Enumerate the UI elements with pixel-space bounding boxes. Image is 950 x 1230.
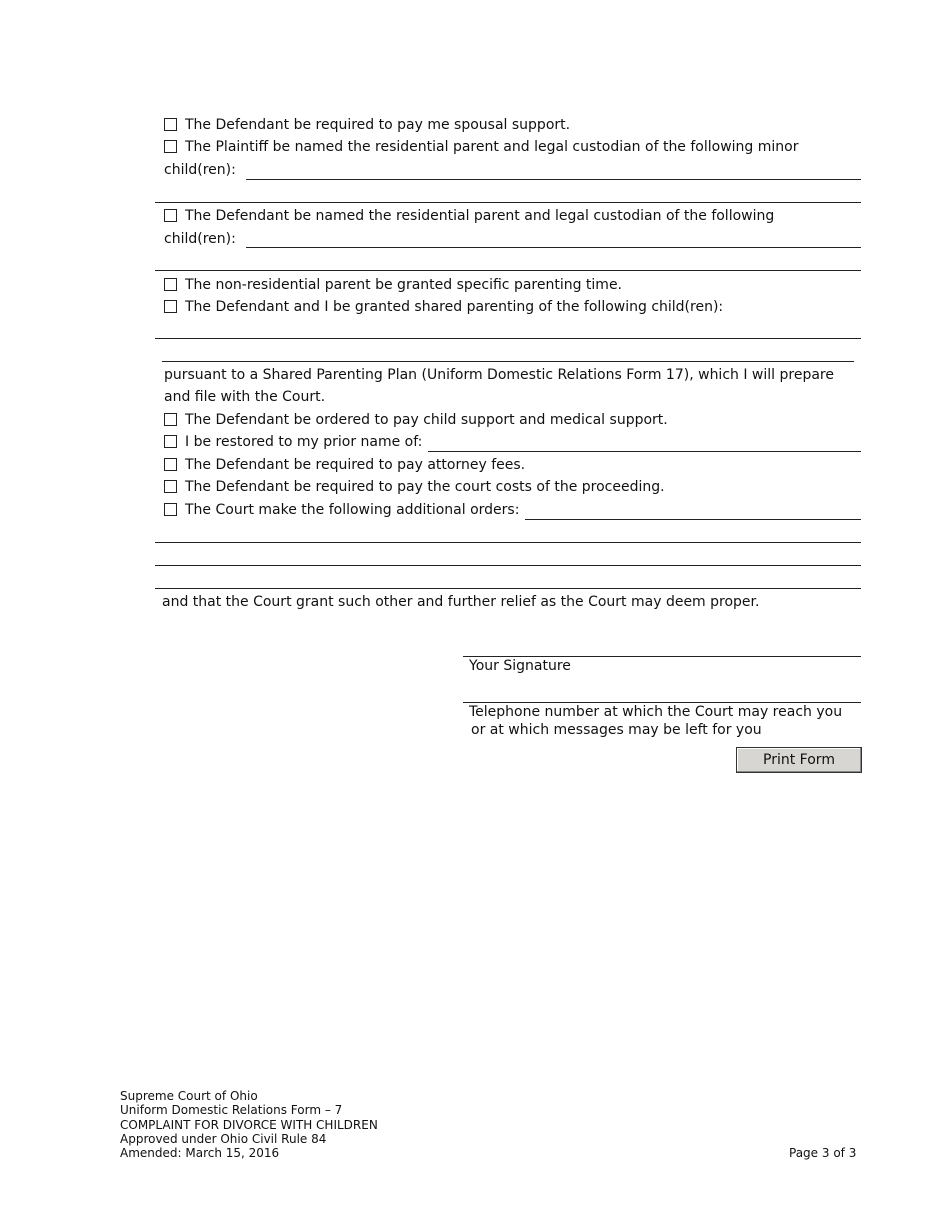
footer-form-number: Uniform Domestic Relations Form – 7 [120, 1103, 343, 1117]
page-number: Page 3 of 3 [789, 1146, 857, 1160]
telephone-label: Telephone number at which the Court may reach you [469, 704, 843, 720]
plaintiff-custodian-label: The Plaintiff be named the residential parent and legal custodian of the following minor [185, 139, 799, 155]
additional-orders-input[interactable] [525, 501, 861, 520]
spousal-support-label: The Defendant be required to pay me spousal support. [185, 117, 571, 133]
parenting-time-label: The non-residential parent be granted specific parenting time. [185, 277, 623, 293]
footer-amended: Amended: March 15, 2016 [120, 1146, 280, 1160]
shared-parenting-label: The Defendant and I be granted shared parenting of the following child(ren): [185, 299, 724, 315]
additional-orders-input-3[interactable] [155, 547, 861, 566]
pursuant-text-continued: and file with the Court. [164, 389, 326, 405]
telephone-label-continued: or at which messages may be left for you [471, 722, 762, 738]
court-costs-checkbox[interactable] [164, 480, 177, 493]
shared-parenting-checkbox[interactable] [164, 300, 177, 313]
defendant-custodian-checkbox[interactable] [164, 209, 177, 222]
parenting-time-checkbox[interactable] [164, 278, 177, 291]
child-support-checkbox[interactable] [164, 413, 177, 426]
attorney-fees-label: The Defendant be required to pay attorney fees. [185, 457, 526, 473]
child-support-label: The Defendant be ordered to pay child support and medical support. [185, 412, 668, 428]
additional-orders-checkbox[interactable] [164, 503, 177, 516]
divider [155, 270, 861, 271]
shared-parenting-children-input-2[interactable] [162, 343, 854, 362]
prior-name-label: I be restored to my prior name of: [185, 434, 423, 450]
spousal-support-checkbox[interactable] [164, 118, 177, 131]
pursuant-text: pursuant to a Shared Parenting Plan (Uniform Domestic Relations Form 17), which I will prepare [164, 367, 834, 383]
further-relief-text: and that the Court grant such other and further relief as the Court may deem proper. [162, 594, 760, 610]
telephone-input[interactable] [463, 684, 861, 703]
defendant-children-input[interactable] [246, 229, 861, 248]
plaintiff-children-label: child(ren): [164, 162, 236, 178]
print-form-button[interactable]: Print Form [736, 747, 862, 773]
additional-orders-input-4[interactable] [155, 570, 861, 589]
attorney-fees-checkbox[interactable] [164, 458, 177, 471]
footer-court: Supreme Court of Ohio [120, 1089, 258, 1103]
plaintiff-custodian-checkbox[interactable] [164, 140, 177, 153]
court-costs-label: The Defendant be required to pay the court costs of the proceeding. [185, 479, 665, 495]
prior-name-input[interactable] [428, 433, 861, 452]
defendant-custodian-label: The Defendant be named the residential parent and legal custodian of the following [185, 208, 775, 224]
plaintiff-children-input[interactable] [246, 161, 861, 180]
signature-input[interactable] [463, 638, 861, 657]
footer-approval: Approved under Ohio Civil Rule 84 [120, 1132, 327, 1146]
footer-form-title: COMPLAINT FOR DIVORCE WITH CHILDREN [120, 1118, 378, 1132]
prior-name-checkbox[interactable] [164, 435, 177, 448]
additional-orders-input-2[interactable] [155, 524, 861, 543]
defendant-children-label: child(ren): [164, 231, 236, 247]
shared-parenting-children-input[interactable] [155, 320, 861, 339]
divider [155, 202, 861, 203]
additional-orders-label: The Court make the following additional orders: [185, 502, 520, 518]
signature-label: Your Signature [469, 658, 571, 674]
